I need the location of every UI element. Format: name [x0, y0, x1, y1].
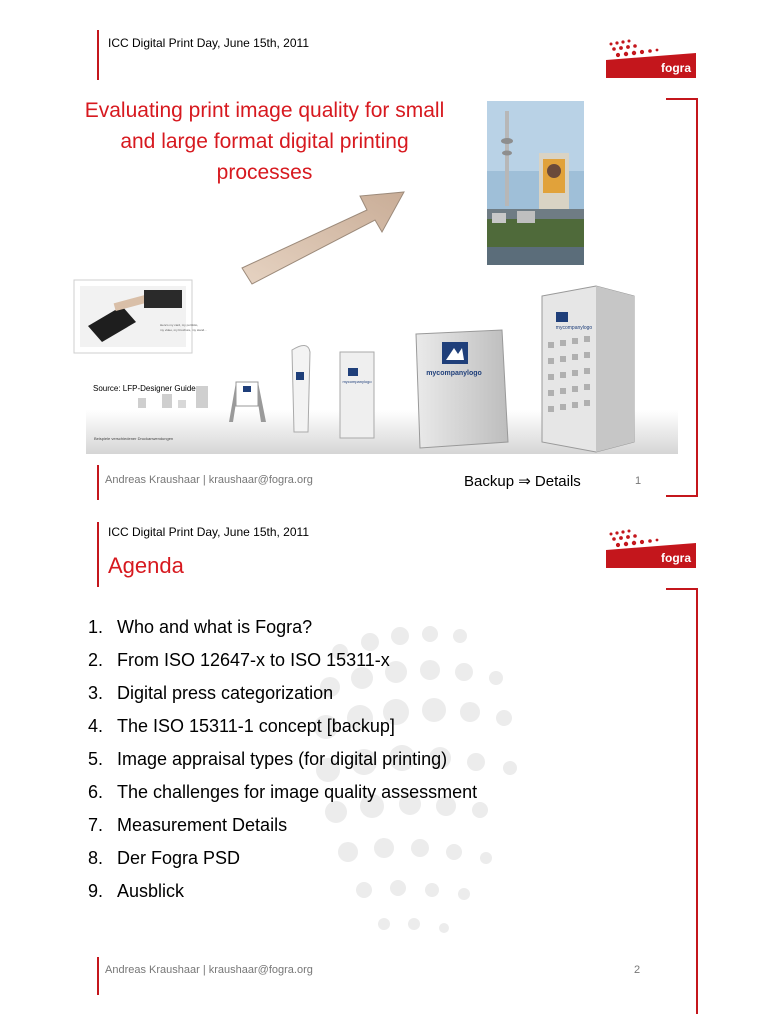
slide-1 — [0, 0, 768, 500]
agenda-list — [88, 614, 477, 911]
footer-author: Andreas Kraushaar | kraushaar@fogra.org — [105, 474, 313, 486]
header-date: ICC Digital Print Day, June 15th, 2011 — [108, 36, 309, 50]
svg-text:my video, my brochure, my stan: my video, my brochure, my stand... — [160, 328, 207, 332]
backup-details-label: Backup ⇒ Details — [464, 473, 581, 490]
footer-accent-bar — [97, 465, 99, 500]
strip-caption: Beispiele verschiedener Druckanwendungen — [94, 436, 174, 441]
page-number: 1 — [635, 475, 642, 487]
list-item: 3. Digital press categorization — [88, 683, 334, 703]
agenda-title: Agenda — [108, 553, 184, 578]
fogra-logo-text: fogra — [661, 61, 691, 75]
business-card-caption: Here's my card, my portfolio, — [160, 323, 199, 327]
list-item: 2. From ISO 12647-x to ISO 15311-x — [88, 650, 390, 670]
list-item: 9. Ausblick — [88, 881, 185, 901]
city-billboard-photo — [487, 101, 584, 265]
display-products-strip — [86, 282, 678, 454]
header-accent-bar — [97, 30, 99, 80]
slide-title: Evaluating print image quality for small and large format digital printing processes — [84, 99, 445, 184]
rollup-logo-text: mycompanylogo — [342, 379, 372, 384]
fogra-logo — [606, 528, 696, 568]
list-item: 6. The challenges for image quality assessment — [88, 782, 478, 802]
image-source-note: Source: LFP-Designer Guide — [93, 384, 196, 393]
page-number: 2 — [634, 964, 641, 976]
fogra-logo-text: fogra — [661, 551, 691, 565]
corner-bracket — [666, 588, 698, 1014]
header-accent-bar — [97, 522, 99, 587]
footer-accent-bar — [97, 957, 99, 995]
diagonal-arrow — [232, 180, 422, 290]
list-item: 7. Measurement Details — [88, 815, 288, 835]
header-date: ICC Digital Print Day, June 15th, 2011 — [108, 525, 309, 539]
popup-logo-text: mycompanylogo — [426, 370, 482, 377]
building-logo-text: mycompanylogo — [555, 325, 593, 331]
footer-author: Andreas Kraushaar | kraushaar@fogra.org — [105, 964, 313, 976]
list-item: 4. The ISO 15311-1 concept [backup] — [88, 716, 395, 736]
list-item: 5. Image appraisal types (for digital printing) — [88, 749, 448, 769]
list-item: 1. Who and what is Fogra? — [88, 617, 313, 637]
fogra-logo — [606, 38, 696, 78]
list-item: 8. Der Fogra PSD — [88, 848, 241, 868]
